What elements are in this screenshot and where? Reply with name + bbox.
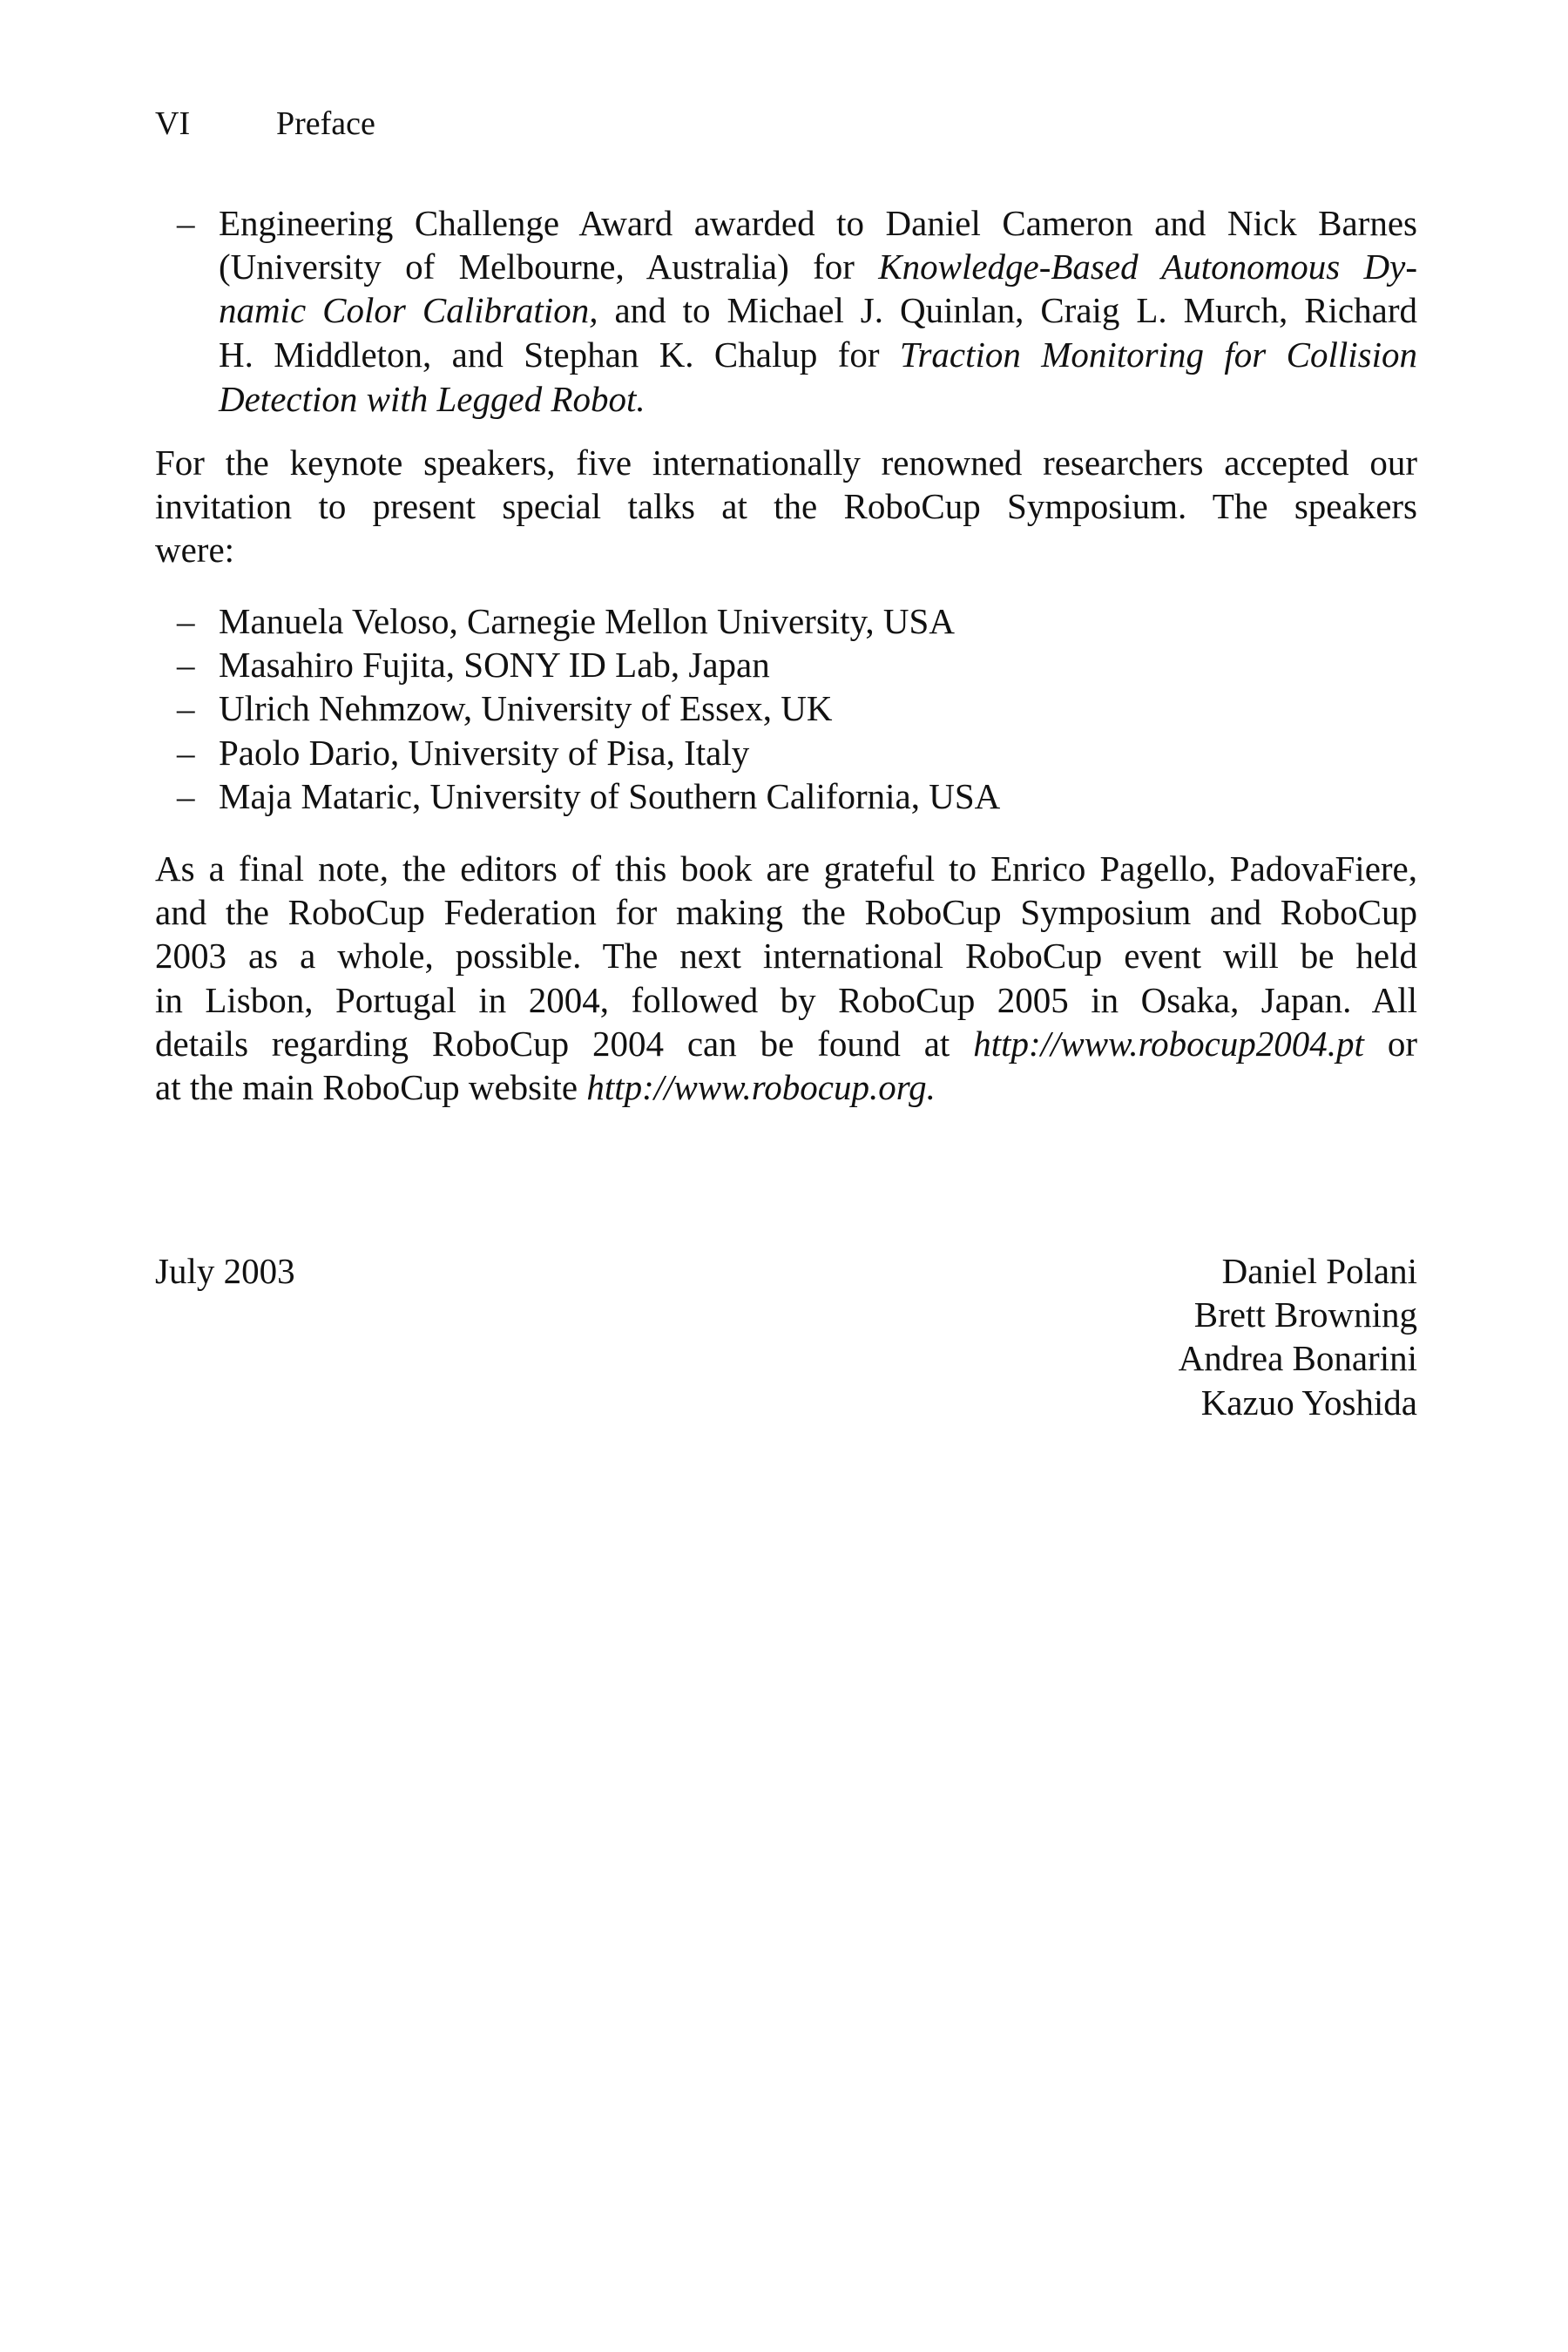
list-dash: – xyxy=(177,645,195,685)
paragraph-line: in Lisbon, Portugal in 2004, followed by RoboCup 2005 in Osaka, Japan. All xyxy=(155,980,1417,1020)
speaker-item: Paolo Dario, University of Pisa, Italy xyxy=(219,733,750,773)
editor-name: Brett Browning xyxy=(1193,1294,1417,1335)
list-dash: – xyxy=(177,776,195,816)
running-title: Preface xyxy=(276,105,375,142)
editor-name: Kazuo Yoshida xyxy=(1200,1382,1417,1423)
award-line xyxy=(219,333,1417,377)
speaker-item: Ulrich Nehmzow, University of Essex, UK xyxy=(219,688,833,728)
text: details regarding RoboCup 2004 can be found at xyxy=(155,1024,974,1064)
url-link[interactable]: http://www.robocup.org. xyxy=(586,1067,936,1107)
list-dash: – xyxy=(177,733,195,773)
award-line xyxy=(219,377,1417,422)
text: (University of Melbourne, Australia) for xyxy=(219,247,879,287)
award-line xyxy=(219,201,1417,246)
paragraph-line: invitation to present special talks at the RoboCup Symposium. The speakers xyxy=(155,486,1417,526)
editor-name: Andrea Bonarini xyxy=(1178,1338,1417,1378)
speaker-item: Maja Mataric, University of Southern California, USA xyxy=(219,776,1001,816)
paper-title: Knowledge-Based Autonomous Dy- xyxy=(878,247,1417,287)
url-link[interactable]: http://www.robocup2004.pt xyxy=(973,1024,1364,1064)
text: and to Michael J. Quinlan, Craig L. Murch, Richard xyxy=(598,290,1417,330)
date: July 2003 xyxy=(155,1251,295,1291)
text: H. Middleton, and Stephan K. Chalup for xyxy=(219,335,900,375)
paper-title: namic Color Calibration, xyxy=(219,290,598,330)
paragraph-line: As a final note, the editors of this book are grateful to Enrico Pagello, PadovaFiere, xyxy=(155,848,1417,889)
paper-title: Detection with Legged Robot. xyxy=(219,379,645,419)
editor-name: Daniel Polani xyxy=(1221,1251,1417,1291)
speaker-item: Manuela Veloso, Carnegie Mellon University, USA xyxy=(219,601,955,641)
paragraph-line: 2003 as a whole, possible. The next international RoboCup event will be held xyxy=(155,936,1417,976)
award-line xyxy=(219,288,1417,333)
list-dash: – xyxy=(177,688,195,728)
speaker-item: Masahiro Fujita, SONY ID Lab, Japan xyxy=(219,645,770,685)
paragraph-line: were: xyxy=(155,530,235,570)
text: Engineering Challenge Award awarded to Daniel Cameron and Nick Barnes xyxy=(219,203,1417,243)
paragraph-line xyxy=(155,1065,1417,1110)
list-dash: – xyxy=(177,601,195,641)
award-line xyxy=(219,245,1417,289)
page-number: VI xyxy=(155,105,191,142)
paragraph-line xyxy=(155,1022,1417,1066)
paragraph-line: For the keynote speakers, five internationally renowned researchers accepted our xyxy=(155,443,1417,483)
text: or xyxy=(1363,1024,1417,1064)
text: at the main RoboCup website xyxy=(155,1067,587,1107)
list-dash: – xyxy=(177,203,195,243)
paper-title: Traction Monitoring for Collision xyxy=(899,335,1417,375)
paragraph-line: and the RoboCup Federation for making the RoboCup Symposium and RoboCup xyxy=(155,892,1417,932)
